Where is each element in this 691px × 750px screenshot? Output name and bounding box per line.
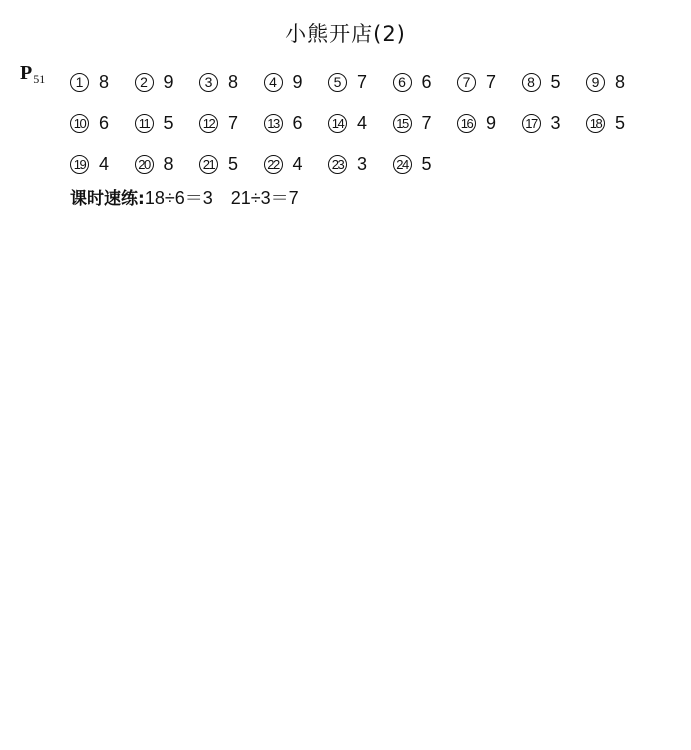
answer-value: 9 bbox=[486, 113, 497, 133]
answer-value: 3 bbox=[357, 154, 368, 174]
practice-label: 课时速练 bbox=[70, 189, 138, 209]
answer-value: 4 bbox=[292, 154, 303, 174]
answer-value: 9 bbox=[292, 72, 303, 92]
answer-row bbox=[70, 103, 651, 144]
circled-number: 9 bbox=[586, 73, 605, 92]
circled-number: 16 bbox=[457, 114, 476, 133]
answer-item bbox=[70, 113, 135, 134]
answer-value: 9 bbox=[163, 72, 174, 92]
page-title: 小熊开店(2) bbox=[285, 22, 406, 46]
answer-item bbox=[393, 154, 458, 175]
answer-value: 5 bbox=[615, 113, 626, 133]
circled-number: 3 bbox=[199, 73, 218, 92]
page-number-label bbox=[20, 62, 45, 85]
answer-item bbox=[135, 113, 200, 134]
answer-item bbox=[522, 113, 587, 134]
answer-item bbox=[393, 72, 458, 93]
answer-item bbox=[70, 72, 135, 93]
answer-value: 8 bbox=[615, 72, 626, 92]
answer-value: 6 bbox=[99, 113, 110, 133]
answer-value: 7 bbox=[486, 72, 497, 92]
practice-line bbox=[70, 184, 299, 210]
answer-item bbox=[586, 113, 651, 134]
answer-item bbox=[199, 72, 264, 93]
page-letter: P bbox=[20, 62, 33, 84]
circled-number: 18 bbox=[586, 114, 605, 133]
circled-number: 11 bbox=[135, 114, 154, 133]
circled-number: 12 bbox=[199, 114, 218, 133]
circled-number: 5 bbox=[328, 73, 347, 92]
answer-item bbox=[328, 154, 393, 175]
practice-equation-2: 21÷3＝7 bbox=[230, 188, 299, 208]
answer-value: 7 bbox=[421, 113, 432, 133]
answer-value: 8 bbox=[163, 154, 174, 174]
answer-value: 6 bbox=[292, 113, 303, 133]
answer-value: 3 bbox=[550, 113, 561, 133]
answer-value: 5 bbox=[163, 113, 174, 133]
answer-row bbox=[70, 62, 651, 103]
circled-number: 15 bbox=[393, 114, 412, 133]
circled-number: 19 bbox=[70, 155, 89, 174]
page-number: 51 bbox=[33, 72, 46, 86]
answer-item bbox=[457, 72, 522, 93]
answer-value: 7 bbox=[357, 72, 368, 92]
circled-number: 7 bbox=[457, 73, 476, 92]
circled-number: 20 bbox=[135, 155, 154, 174]
circled-number: 21 bbox=[199, 155, 218, 174]
circled-number: 6 bbox=[393, 73, 412, 92]
circled-number: 2 bbox=[135, 73, 154, 92]
answer-value: 4 bbox=[99, 154, 110, 174]
circled-number: 4 bbox=[264, 73, 283, 92]
answer-item bbox=[522, 72, 587, 93]
practice-separator: : bbox=[138, 189, 145, 209]
answer-value: 5 bbox=[550, 72, 561, 92]
answer-value: 6 bbox=[421, 72, 432, 92]
answer-value: 7 bbox=[228, 113, 239, 133]
circled-number: 17 bbox=[522, 114, 541, 133]
answer-value: 5 bbox=[228, 154, 239, 174]
circled-number: 8 bbox=[522, 73, 541, 92]
circled-number: 10 bbox=[70, 114, 89, 133]
answer-value: 8 bbox=[99, 72, 110, 92]
answer-item bbox=[135, 72, 200, 93]
practice-equation-1: 18÷6＝3 bbox=[144, 188, 213, 208]
answer-value: 5 bbox=[421, 154, 432, 174]
answer-item bbox=[264, 154, 329, 175]
answer-item bbox=[586, 72, 651, 93]
answer-item bbox=[328, 113, 393, 134]
answer-item bbox=[457, 113, 522, 134]
answer-item bbox=[393, 113, 458, 134]
answer-item bbox=[70, 154, 135, 175]
answer-value: 4 bbox=[357, 113, 368, 133]
circled-number: 24 bbox=[393, 155, 412, 174]
answer-item bbox=[264, 72, 329, 93]
circled-number: 13 bbox=[264, 114, 283, 133]
circled-number: 23 bbox=[328, 155, 347, 174]
answer-row bbox=[70, 144, 651, 185]
circled-number: 14 bbox=[328, 114, 347, 133]
answer-grid bbox=[70, 62, 651, 185]
circled-number: 1 bbox=[70, 73, 89, 92]
answer-item bbox=[328, 72, 393, 93]
answer-item bbox=[264, 113, 329, 134]
answer-item bbox=[199, 113, 264, 134]
circled-number: 22 bbox=[264, 155, 283, 174]
answer-item bbox=[199, 154, 264, 175]
answer-item bbox=[135, 154, 200, 175]
answer-value: 8 bbox=[228, 72, 239, 92]
